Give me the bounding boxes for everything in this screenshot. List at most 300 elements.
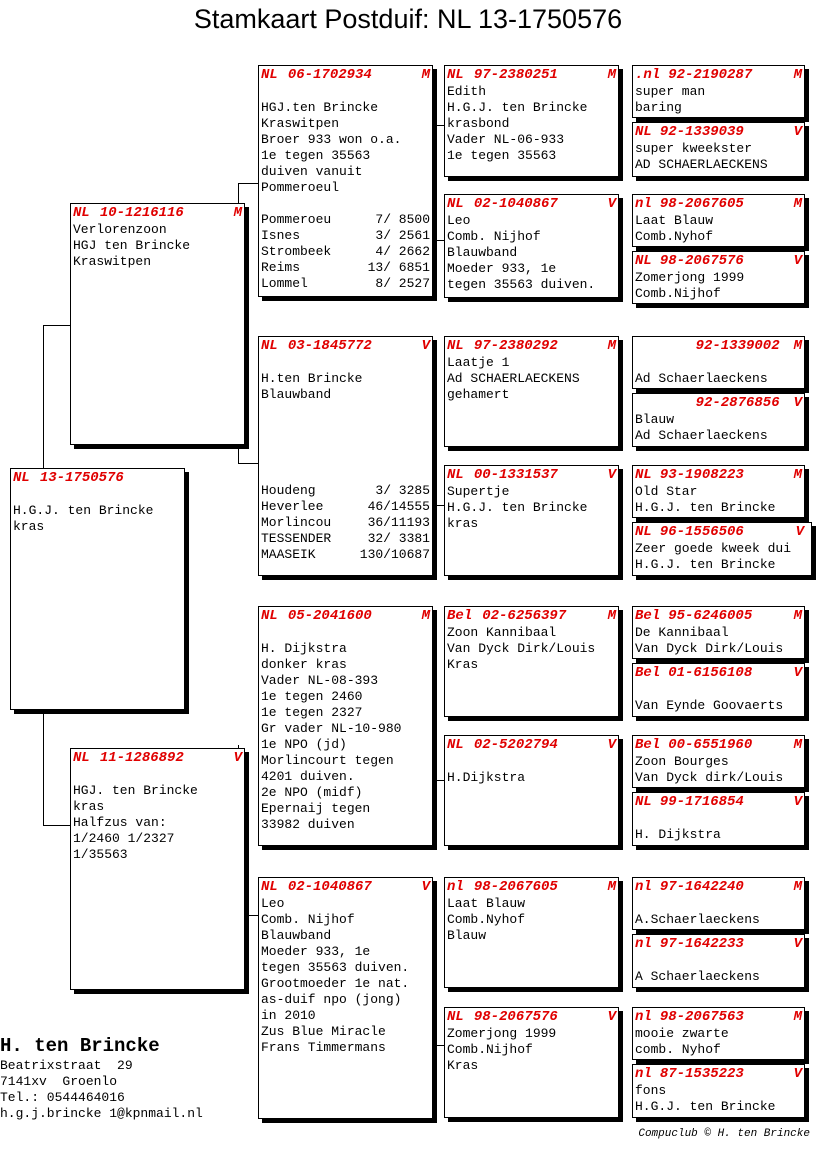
card-line: Kraswitpen xyxy=(73,254,152,269)
connector-line xyxy=(434,780,444,781)
ring-prefix: NL xyxy=(447,1009,464,1025)
card-line xyxy=(447,754,616,770)
card-line: H.G.J. ten Brincke xyxy=(447,500,588,515)
ring-number xyxy=(447,196,616,213)
card-line: super man xyxy=(635,84,706,99)
owner-street: Beatrixstraat 29 xyxy=(0,1058,133,1073)
connector-line xyxy=(43,325,44,468)
text-field: 98-2067563 xyxy=(659,1009,744,1025)
pigeon-card-mother-mother xyxy=(258,877,433,1119)
text-field: V xyxy=(793,794,802,810)
card-line: 1/2460 1/2327 xyxy=(73,831,175,846)
card-line: Zoon Kannibaal xyxy=(447,625,557,640)
card-line: Blauw xyxy=(635,412,675,427)
card-line: Leo xyxy=(447,213,471,228)
text-field: 8/ 2527 xyxy=(375,276,430,291)
pigeon-card-gen4-9 xyxy=(632,606,805,659)
race-result xyxy=(261,228,430,244)
card-line: HGJ.ten Brincke xyxy=(261,100,379,115)
card-line: Kras xyxy=(447,657,479,672)
ring-prefix: nl xyxy=(447,879,464,895)
connector-line xyxy=(238,463,258,464)
connector-line xyxy=(434,935,435,1045)
ring-prefix: NL xyxy=(73,205,90,221)
card-line: Zus Blue Miracle xyxy=(261,1024,386,1039)
ring-number xyxy=(261,608,430,625)
card-line xyxy=(261,84,430,100)
ring-prefix: NL xyxy=(13,470,30,486)
card-line xyxy=(635,811,802,827)
ring-code: 98-2067605 xyxy=(473,879,558,895)
card-line: tegen 35563 duiven. xyxy=(447,277,596,292)
pigeon-card-gen4-12 xyxy=(632,792,805,846)
text-field: 92-1339039 xyxy=(659,124,744,140)
sex-marker: V xyxy=(233,750,242,766)
card-line xyxy=(261,403,430,419)
card-line: Van Dyck Dirk/Louis xyxy=(447,641,596,656)
card-line: H.G.J. ten Brincke xyxy=(447,100,588,115)
text-field: NL xyxy=(635,253,652,269)
ring-code: 98-2067576 xyxy=(473,1009,558,1025)
ring-number xyxy=(635,338,802,355)
card-line xyxy=(261,419,430,435)
card-line: H.G.J. ten Brincke xyxy=(13,503,154,518)
ring-prefix: NL xyxy=(73,750,90,766)
card-line: Moeder 933, 1e xyxy=(261,944,371,959)
card-line: De Kannibaal xyxy=(635,625,729,640)
text-field: Strombeek xyxy=(261,244,332,259)
card-line: Kras xyxy=(447,1058,479,1073)
ring-number xyxy=(447,338,616,355)
card-line: Zomerjong 1999 xyxy=(635,270,745,285)
ring-number xyxy=(635,665,802,682)
card-line: Leo xyxy=(261,896,285,911)
card-line: krasbond xyxy=(447,116,510,131)
owner-info xyxy=(0,1034,203,1122)
card-line: Van Dyck dirk/Louis xyxy=(635,770,784,785)
text-field: M xyxy=(793,467,802,483)
text-field: M xyxy=(793,1009,802,1025)
card-line xyxy=(635,355,802,371)
pigeon-card-gen4-11 xyxy=(632,735,805,788)
pigeon-card-gen4-10 xyxy=(632,663,805,717)
card-line: Comb. Nijhof xyxy=(447,229,541,244)
ring-number xyxy=(73,750,242,767)
text-field: 4/ 2662 xyxy=(375,244,430,259)
card-line: H. Dijkstra xyxy=(261,641,347,656)
text-field: 93-1908223 xyxy=(659,467,744,483)
card-line: Epernaij tegen xyxy=(261,801,371,816)
card-line: Zeer goede kweek dui xyxy=(635,541,792,556)
ring-number xyxy=(635,67,802,84)
ring-code: 02-5202794 xyxy=(473,737,558,753)
card-line: 1e tegen 2327 xyxy=(261,705,363,720)
card-line: kras xyxy=(447,516,479,531)
card-line: Zomerjong 1999 xyxy=(447,1026,557,1041)
card-line: Kraswitpen xyxy=(261,116,340,131)
card-line xyxy=(261,451,430,467)
ring-number xyxy=(635,124,802,141)
text-field: 97-1642240 xyxy=(659,879,744,895)
text-field: nl xyxy=(635,196,652,212)
pigeon-card-gen4-8 xyxy=(632,522,812,576)
ring-number xyxy=(261,879,430,896)
ring-number xyxy=(635,936,802,953)
ring-number xyxy=(635,196,802,213)
text-field: NL xyxy=(635,794,652,810)
card-line: duiven vanuit xyxy=(261,164,363,179)
card-line: Comb.Nyhof xyxy=(635,229,714,244)
card-line: Laat Blauw xyxy=(635,213,714,228)
text-field: nl xyxy=(635,1066,652,1082)
sex-marker: V xyxy=(421,338,430,354)
text-field: Reims xyxy=(261,260,301,275)
ring-code: 02-1040867 xyxy=(473,196,558,212)
text-field: Houdeng xyxy=(261,483,316,498)
text-field: 92-2876856 xyxy=(695,395,780,411)
text-field: V xyxy=(795,524,804,540)
text-field: Bel xyxy=(635,608,661,624)
card-line xyxy=(261,625,430,641)
pigeon-card-gen4-5 xyxy=(632,336,805,389)
text-field: nl xyxy=(635,936,652,952)
text-field: 97-1642233 xyxy=(659,936,744,952)
card-line: AD SCHAERLAECKENS xyxy=(635,157,768,172)
ring-number xyxy=(447,1009,616,1026)
text-field: M xyxy=(793,67,802,83)
ring-number xyxy=(635,467,802,484)
text-field: 130/10687 xyxy=(359,547,430,562)
card-line: donker kras xyxy=(261,657,347,672)
text-field: 98-2067605 xyxy=(659,196,744,212)
text-field: 7/ 8500 xyxy=(375,212,430,227)
pigeon-card-gen3-5 xyxy=(444,606,619,717)
card-line: Van Eynde Goovaerts xyxy=(635,698,784,713)
text-field: Lommel xyxy=(261,276,308,291)
owner-email: h.g.j.brincke 1@kpnmail.nl xyxy=(0,1106,203,1121)
pigeon-card-gen4-7 xyxy=(632,465,805,518)
card-line: H.G.J. ten Brincke xyxy=(635,557,776,572)
card-line: H.Dijkstra xyxy=(447,770,526,785)
ring-number xyxy=(635,1066,802,1083)
race-result xyxy=(261,212,430,228)
connector-line xyxy=(434,1045,444,1046)
ring-code: 05-2041600 xyxy=(287,608,372,624)
card-line: Pommeroeul xyxy=(261,180,340,195)
text-field: Bel xyxy=(635,737,661,753)
text-field: 01-6156108 xyxy=(668,665,753,681)
card-line: 2e NPO (midf) xyxy=(261,785,363,800)
text-field: .nl xyxy=(635,67,661,83)
card-line: Comb. Nijhof xyxy=(261,912,355,927)
card-line: Laat Blauw xyxy=(447,896,526,911)
card-line: Blauwband xyxy=(261,387,332,402)
card-line: gehamert xyxy=(447,387,510,402)
connector-line xyxy=(43,325,70,326)
ring-code: 02-1040867 xyxy=(287,879,372,895)
pigeon-card-father-mother xyxy=(258,336,433,576)
card-line xyxy=(635,682,802,698)
pigeon-card-gen4-3 xyxy=(632,194,805,247)
connector-line xyxy=(434,670,435,780)
pigeon-card-father-father xyxy=(258,65,433,297)
card-line: in 2010 xyxy=(261,1008,316,1023)
text-field: 96-1556506 xyxy=(659,524,744,540)
text-field: Heverlee xyxy=(261,499,324,514)
card-line: Ad Schaerlaeckens xyxy=(635,371,768,386)
card-line: Vader NL-08-393 xyxy=(261,673,379,688)
pigeon-card-gen4-13 xyxy=(632,877,805,930)
text-field: 00-6551960 xyxy=(668,737,753,753)
ring-prefix: NL xyxy=(261,879,278,895)
pigeon-card-father xyxy=(70,203,245,445)
text-field: 32/ 3381 xyxy=(367,531,430,546)
card-line: H.G.J. ten Brincke xyxy=(635,1099,776,1114)
card-line: A.Schaerlaeckens xyxy=(635,912,760,927)
card-line: Halfzus van: xyxy=(73,815,167,830)
card-line: Broer 933 won o.a. xyxy=(261,132,402,147)
text-field: NL xyxy=(635,524,652,540)
card-line: Blauwband xyxy=(447,245,518,260)
sex-marker: V xyxy=(607,196,616,212)
ring-number xyxy=(261,67,430,84)
card-line: kras xyxy=(73,799,105,814)
ring-code: 10-1216116 xyxy=(99,205,184,221)
pigeon-card-gen4-14 xyxy=(632,934,805,988)
owner-phone: Tel.: 0544464016 xyxy=(0,1090,125,1105)
card-line: Frans Timmermans xyxy=(261,1040,386,1055)
ring-number xyxy=(635,395,802,412)
card-line: Comb.Nijhof xyxy=(635,286,721,301)
text-field: 98-2067576 xyxy=(659,253,744,269)
ring-prefix: NL xyxy=(261,338,278,354)
card-line: fons xyxy=(635,1083,667,1098)
pigeon-card-gen3-3 xyxy=(444,336,619,447)
connector-line xyxy=(434,505,444,506)
ring-number xyxy=(635,1009,802,1026)
ring-code: 02-6256397 xyxy=(482,608,567,624)
sex-marker: V xyxy=(421,879,430,895)
sex-marker: M xyxy=(607,67,616,83)
text-field: M xyxy=(793,608,802,624)
pigeon-card-subject xyxy=(10,468,185,710)
card-line: Edith xyxy=(447,84,487,99)
page-title: Stamkaart Postduif: NL 13-1750576 xyxy=(193,4,623,34)
ring-code: 06-1702934 xyxy=(287,67,372,83)
text-field: V xyxy=(793,665,802,681)
ring-number xyxy=(635,879,802,896)
card-line xyxy=(261,467,430,483)
ring-code: 13-1750576 xyxy=(39,470,124,486)
ring-number xyxy=(635,608,802,625)
card-line: baring xyxy=(635,100,682,115)
card-line: Supertje xyxy=(447,484,510,499)
owner-city: 7141xv Groenlo xyxy=(0,1074,118,1089)
card-line xyxy=(13,487,182,503)
ring-prefix: NL xyxy=(447,338,464,354)
sex-marker: V xyxy=(607,1009,616,1025)
ring-code: 97-2380292 xyxy=(473,338,558,354)
card-line xyxy=(635,953,802,969)
text-field: V xyxy=(793,253,802,269)
card-line: super kweekster xyxy=(635,141,753,156)
card-line: Blauwband xyxy=(261,928,332,943)
text-field: 95-6246005 xyxy=(668,608,753,624)
card-line: 1e tegen 35563 xyxy=(261,148,371,163)
card-line: mooie zwarte xyxy=(635,1026,729,1041)
card-line: Ad Schaerlaeckens xyxy=(635,428,768,443)
ring-prefix: NL xyxy=(447,196,464,212)
text-field: 99-1716854 xyxy=(659,794,744,810)
ring-number xyxy=(73,205,242,222)
card-line: Comb.Nijhof xyxy=(447,1042,533,1057)
text-field: V xyxy=(793,1066,802,1082)
ring-prefix: NL xyxy=(447,737,464,753)
ring-prefix: NL xyxy=(447,467,464,483)
pigeon-card-gen4-6 xyxy=(632,393,805,447)
card-line: H. Dijkstra xyxy=(635,827,721,842)
race-result xyxy=(261,515,430,531)
ring-prefix: NL xyxy=(261,67,278,83)
ring-number xyxy=(447,608,616,625)
text-field: NL xyxy=(635,467,652,483)
card-line: 1e NPO (jd) xyxy=(261,737,347,752)
card-line: Comb.Nyhof xyxy=(447,912,526,927)
text-field: NL xyxy=(635,124,652,140)
text-field: Bel xyxy=(635,665,661,681)
text-field: Pommeroeu xyxy=(261,212,332,227)
card-line: H.ten Brincke xyxy=(261,371,363,386)
connector-line xyxy=(238,183,258,184)
card-line: Grootmoeder 1e nat. xyxy=(261,976,410,991)
ring-number xyxy=(13,470,182,487)
race-result xyxy=(261,276,430,292)
sex-marker: M xyxy=(421,608,430,624)
ring-code: 97-2380251 xyxy=(473,67,558,83)
text-field: 46/14555 xyxy=(367,499,430,514)
card-line: Gr vader NL-10-980 xyxy=(261,721,402,736)
text-field: MAASEIK xyxy=(261,547,316,562)
card-line xyxy=(73,767,242,783)
pigeon-card-mother xyxy=(70,748,245,990)
ring-number xyxy=(447,737,616,754)
card-line: Vader NL-06-933 xyxy=(447,132,565,147)
card-line: HGJ. ten Brincke xyxy=(73,783,198,798)
text-field: 3/ 3285 xyxy=(375,483,430,498)
sex-marker: V xyxy=(607,467,616,483)
text-field: TESSENDER xyxy=(261,531,332,546)
ring-prefix: NL xyxy=(261,608,278,624)
ring-prefix: NL xyxy=(447,67,464,83)
ring-number xyxy=(635,253,802,270)
card-line: Blauw xyxy=(447,928,487,943)
card-line: Zoon Bourges xyxy=(635,754,729,769)
card-line: Moeder 933, 1e xyxy=(447,261,557,276)
ring-number xyxy=(635,794,802,811)
race-result xyxy=(261,531,430,547)
ring-number xyxy=(261,338,430,355)
card-line xyxy=(261,196,430,212)
text-field: M xyxy=(793,338,802,354)
text-field: V xyxy=(793,124,802,140)
ring-code: 00-1331537 xyxy=(473,467,558,483)
ring-number xyxy=(447,467,616,484)
text-field: 13/ 6851 xyxy=(367,260,430,275)
connector-line xyxy=(43,825,70,826)
sex-marker: M xyxy=(233,205,242,221)
card-line: 1/35563 xyxy=(73,847,128,862)
card-line: A Schaerlaeckens xyxy=(635,969,760,984)
card-line: Verlorenzoon xyxy=(73,222,167,237)
sex-marker: M xyxy=(607,608,616,624)
card-line: 33982 duiven xyxy=(261,817,355,832)
text-field: M xyxy=(793,196,802,212)
card-line: Morlincourt tegen xyxy=(261,753,394,768)
sex-marker: M xyxy=(421,67,430,83)
card-line: HGJ ten Brincke xyxy=(73,238,191,253)
pigeon-card-gen3-8 xyxy=(444,1007,619,1118)
text-field: Isnes xyxy=(261,228,301,243)
card-line: Ad SCHAERLAECKENS xyxy=(447,371,580,386)
text-field: 3/ 2561 xyxy=(375,228,430,243)
pigeon-card-gen3-4 xyxy=(444,465,619,576)
pigeon-card-gen3-6 xyxy=(444,735,619,846)
text-field: 36/11193 xyxy=(367,515,430,530)
sex-marker: M xyxy=(607,879,616,895)
pigeon-card-mother-father xyxy=(258,606,433,846)
card-line: Van Dyck Dirk/Louis xyxy=(635,641,784,656)
race-result xyxy=(261,260,430,276)
text-field: Morlincou xyxy=(261,515,332,530)
ring-code: 11-1286892 xyxy=(99,750,184,766)
pigeon-card-gen4-2 xyxy=(632,122,805,177)
text-field: V xyxy=(793,936,802,952)
card-line: 1e tegen 35563 xyxy=(447,148,557,163)
footer-credit: Compuclub © H. ten Brincke xyxy=(638,1128,810,1140)
pigeon-card-gen4-4 xyxy=(632,251,805,304)
owner-name: H. ten Brincke xyxy=(0,1035,160,1057)
pigeon-card-gen3-1 xyxy=(444,65,619,177)
card-line: H.G.J. ten Brincke xyxy=(635,500,776,515)
connector-line xyxy=(434,125,444,126)
card-line: 4201 duiven. xyxy=(261,769,355,784)
race-result xyxy=(261,483,430,499)
ring-number xyxy=(635,737,802,754)
card-line: Laatje 1 xyxy=(447,355,510,370)
card-line: Old Star xyxy=(635,484,698,499)
card-line xyxy=(261,435,430,451)
connector-line xyxy=(434,240,444,241)
race-result xyxy=(261,499,430,515)
sex-marker: V xyxy=(607,737,616,753)
text-field: 92-2190287 xyxy=(668,67,753,83)
pigeon-card-gen4-1 xyxy=(632,65,805,118)
card-line: 1e tegen 2460 xyxy=(261,689,363,704)
card-line: as-duif npo (jong) xyxy=(261,992,402,1007)
pigeon-card-gen4-15 xyxy=(632,1007,805,1060)
card-line xyxy=(635,896,802,912)
ring-number xyxy=(447,879,616,896)
connector-line xyxy=(434,125,435,240)
ring-number xyxy=(447,67,616,84)
race-result xyxy=(261,547,430,563)
race-result xyxy=(261,244,430,260)
sex-marker: M xyxy=(607,338,616,354)
connector-line xyxy=(434,395,435,505)
text-field: V xyxy=(793,395,802,411)
card-line xyxy=(261,355,430,371)
ring-number xyxy=(635,524,804,541)
